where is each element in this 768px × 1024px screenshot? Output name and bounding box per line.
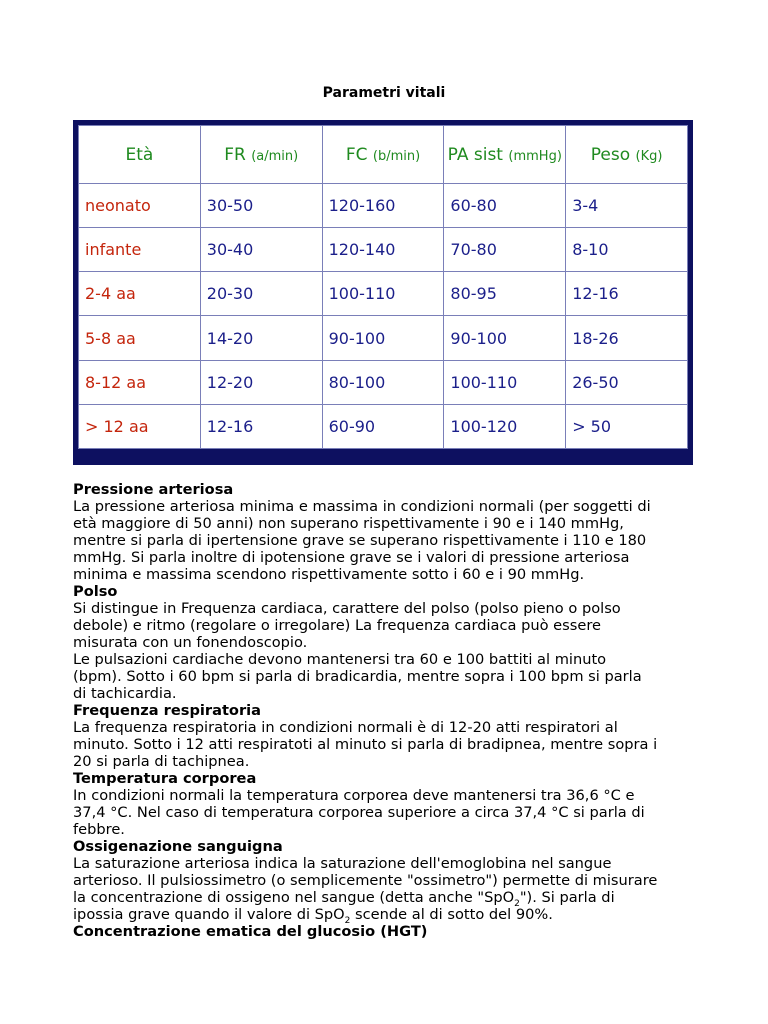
paragraph-line: Si distingue in Frequenza cardiaca, carattere del polso (polso pieno o polso [73, 600, 621, 617]
cell-fr: 20-30 [200, 272, 322, 316]
header-age [79, 126, 201, 184]
cell-age: 8-12 aa [79, 360, 201, 404]
paragraph-line: (bpm). Sotto i 60 bpm si parla di bradicardia, mentre sopra i 100 bpm si parla [73, 668, 642, 685]
table-row [79, 316, 688, 360]
header-pa [444, 126, 566, 184]
paragraph-line: misurata con un fonendoscopio. [73, 634, 308, 651]
cell-pa: 60-80 [444, 184, 566, 228]
cell-age: 5-8 aa [79, 316, 201, 360]
header-fr [200, 126, 322, 184]
cell-fc: 120-160 [322, 184, 444, 228]
cell-peso: 8-10 [566, 228, 688, 272]
cell-fr: 30-50 [200, 184, 322, 228]
header-fc [322, 126, 444, 184]
paragraph-line: mentre si parla di ipertensione grave se superano rispettivamente i 110 e 180 [73, 532, 647, 549]
header-label: Peso [590, 144, 631, 165]
header-label: FC [345, 144, 368, 165]
subscript: 2 [344, 915, 351, 926]
cell-peso: 3-4 [566, 184, 688, 228]
table-row [79, 228, 688, 272]
cell-fc: 120-140 [322, 228, 444, 272]
section-heading-glucosio: Concentrazione ematica del glucosio (HGT) [73, 923, 428, 940]
paragraph-line: La pressione arteriosa minima e massima in condizioni normali (per soggetti di [73, 498, 651, 515]
header-label: FR [224, 144, 246, 165]
paragraph-line: arterioso. Il pulsiossimetro (o semplicemente "ossimetro") permette di misurare [73, 872, 658, 889]
vitals-table [78, 125, 688, 449]
cell-fr: 30-40 [200, 228, 322, 272]
paragraph-line: In condizioni normali la temperatura corporea deve mantenersi tra 36,6 °C e [73, 787, 635, 804]
cell-age: 2-4 aa [79, 272, 201, 316]
paragraph-line: minuto. Sotto i 12 atti respiratoti al minuto si parla di bradipnea, mentre sopra i [73, 736, 658, 753]
cell-age: > 12 aa [79, 404, 201, 448]
cell-pa: 90-100 [444, 316, 566, 360]
cell-pa: 70-80 [444, 228, 566, 272]
paragraph-line: La saturazione arteriosa indica la saturazione dell'emoglobina nel sangue [73, 855, 612, 872]
paragraph-line: mmHg. Si parla inoltre di ipotensione grave se i valori di pressione arteriosa [73, 549, 630, 566]
header-peso [566, 126, 688, 184]
page-title: Parametri vitali [322, 85, 446, 101]
paragraph-line: di tachicardia. [73, 685, 177, 702]
paragraph-line: 37,4 °C. Nel caso di temperatura corporea superiore a circa 37,4 °C si parla di [73, 804, 645, 821]
text-run: la concentrazione di ossigeno nel sangue (detta anche "SpO [73, 889, 515, 906]
header-unit: (Kg) [635, 148, 663, 164]
section-heading-frequenza: Frequenza respiratoria [73, 702, 262, 719]
cell-fc: 100-110 [322, 272, 444, 316]
cell-pa: 100-110 [444, 360, 566, 404]
cell-peso: > 50 [566, 404, 688, 448]
paragraph-line: 20 si parla di tachipnea. [73, 753, 250, 770]
section-heading-pressione: Pressione arteriosa [73, 481, 234, 498]
table-row [79, 272, 688, 316]
cell-age: neonato [79, 184, 201, 228]
section-heading-polso: Polso [73, 583, 118, 600]
paragraph-line: febbre. [73, 821, 125, 838]
paragraph-line: La frequenza respiratoria in condizioni normali è di 12-20 atti respiratori al [73, 719, 618, 736]
cell-fr: 14-20 [200, 316, 322, 360]
table-header-row [79, 126, 688, 184]
paragraph-line: Le pulsazioni cardiache devono mantenersi tra 60 e 100 battiti al minuto [73, 651, 607, 668]
paragraph-line: età maggiore di 50 anni) non superano rispettivamente i 90 e i 140 mmHg, [73, 515, 624, 532]
header-unit: (mmHg) [508, 148, 562, 164]
document-body [73, 481, 703, 940]
cell-fr: 12-16 [200, 404, 322, 448]
cell-pa: 100-120 [444, 404, 566, 448]
cell-fc: 90-100 [322, 316, 444, 360]
vitals-table-frame [73, 120, 693, 465]
header-label: Età [125, 144, 154, 165]
text-run: "). Si parla di [519, 889, 615, 906]
header-label: PA sist [447, 144, 503, 165]
section-heading-temperatura: Temperatura corporea [73, 770, 257, 787]
cell-fc: 60-90 [322, 404, 444, 448]
paragraph-line [73, 889, 703, 909]
cell-peso: 18-26 [566, 316, 688, 360]
section-heading-ossigenazione: Ossigenazione sanguigna [73, 838, 283, 855]
paragraph-line [73, 906, 703, 926]
table-row [79, 404, 688, 448]
cell-fc: 80-100 [322, 360, 444, 404]
header-unit: (a/min) [251, 148, 299, 164]
text-run: ipossia grave quando il valore di SpO [73, 906, 345, 923]
cell-peso: 12-16 [566, 272, 688, 316]
text-run: scende al di sotto del 90%. [350, 906, 553, 923]
cell-peso: 26-50 [566, 360, 688, 404]
cell-pa: 80-95 [444, 272, 566, 316]
header-unit: (b/min) [372, 148, 421, 164]
cell-fr: 12-20 [200, 360, 322, 404]
subscript: 2 [514, 898, 520, 909]
table-row [79, 184, 688, 228]
paragraph-line: minima e massima scendono rispettivamente sotto i 60 e i 90 mmHg. [73, 566, 585, 583]
cell-age: infante [79, 228, 201, 272]
paragraph-line: debole) e ritmo (regolare o irregolare) La frequenza cardiaca può essere [73, 617, 601, 634]
table-row [79, 360, 688, 404]
